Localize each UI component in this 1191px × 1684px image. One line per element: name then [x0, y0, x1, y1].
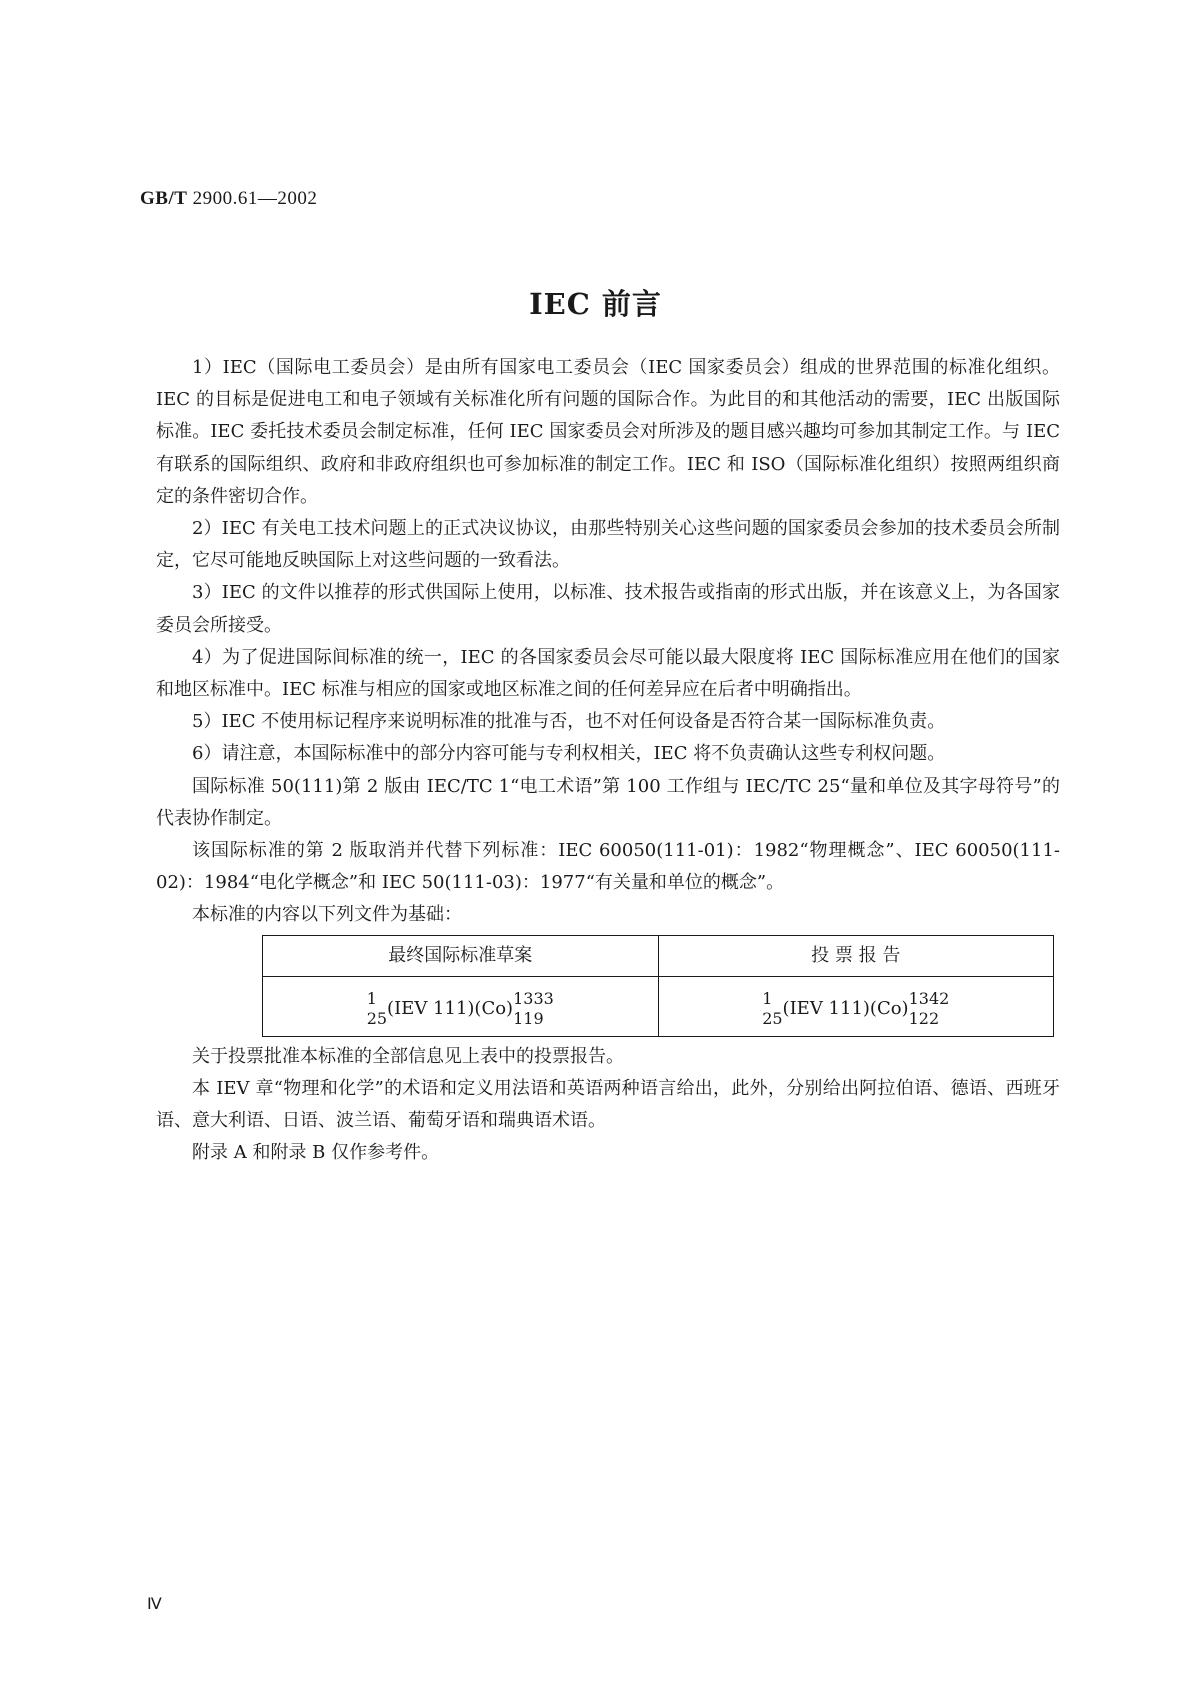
fdis-top-left: 1	[366, 989, 377, 1009]
paragraph-3: 3）IEC 的文件以推荐的形式供国际上使用，以标准、技术报告或指南的形式出版，并在该意义上，为各国家委员会所接受。	[156, 582, 1060, 636]
paragraph-5: 5）IEC 不使用标记程序来说明标准的批准与否，也不对任何设备是否符合某一国际标准负责。	[192, 711, 946, 733]
paragraph-annexes: 附录 A 和附录 B 仅作参考件。	[192, 1142, 440, 1164]
paragraph-4: 4）为了促进国际间标准的统一，IEC 的各国家委员会尽可能以最大限度将 IEC 国际标准应用在他们的国家和地区标准中。IEC 标准与相应的国家或地区标准之间的任何差异应在后者中明确指出。	[156, 646, 1060, 701]
fdis-cell	[263, 976, 659, 1036]
paragraph-replaced-standards: 该国际标准的第 2 版取消并代替下列标准：IEC 60050(111-01)：1982“物理概念”、IEC 60050(111-02)：1984“电化学概念”和 IEC 50(111-03)：1977“有关量和单位的概念”。	[156, 840, 1060, 894]
paragraph-languages: 本 IEV 章“物理和化学”的术语和定义用法语和英语两种语言给出，此外，分别给出阿拉伯语、德语、西班牙语、意大利语、日语、波兰语、葡萄牙语和瑞典语术语。	[156, 1077, 1060, 1132]
paragraph-voting-info: 关于投票批准本标准的全部信息见上表中的投票报告。	[192, 1045, 624, 1067]
paragraph-tc-cooperation: 国际标准 50(111)第 2 版由 IEC/TC 1“电工术语”第 100 工作组与 IEC/TC 25“量和单位及其字母符号”的代表协作制定。	[156, 775, 1060, 829]
report-top-right: 1342	[908, 989, 950, 1009]
document-body	[156, 352, 1060, 1169]
fdis-top-right: 1333	[513, 989, 554, 1009]
report-bottom-right: 122	[908, 1009, 940, 1029]
header-voting-report: 投 票 报 告	[658, 935, 1054, 976]
paragraph-1: 1）IEC（国际电工委员会）是由所有国家电工委员会（IEC 国家委员会）组成的世界范围的标准化组织。IEC 的目标是促进电工和电子领域有关标准化所有问题的国际合作。为此目的和其他活动的需要，IEC 出版国际标准。IEC 委托技术委员会制定标准，任何 IEC 国家委员会对所涉及的题目感兴趣均可参加其制定工作。与 IEC 有联系的国际组织、政府和非政府组织也可参加标准的制定工作。IEC 和 ISO（国际标准化组织）按照两组织商定的条件密切合作。	[156, 357, 1060, 507]
fdis-bottom-left: 25	[366, 1009, 388, 1029]
fdis-middle: (IEV 111)(Co)	[387, 998, 514, 1020]
voting-report-reference	[762, 989, 949, 1029]
paragraph-table-intro: 本标准的内容以下列文件为基础：	[192, 904, 462, 926]
standard-prefix: GB/T	[140, 188, 188, 209]
table-header-row	[263, 935, 1054, 976]
document-code	[140, 188, 317, 210]
report-top-left: 1	[762, 989, 773, 1009]
fdis-bottom-right: 119	[513, 1009, 544, 1029]
header-fdis: 最终国际标准草案	[263, 935, 659, 976]
report-middle: (IEV 111)(Co)	[782, 998, 909, 1020]
standard-number: 2900.61—2002	[192, 188, 318, 209]
page-title: IEC 前言	[529, 287, 662, 321]
voting-report-cell	[658, 976, 1054, 1036]
page-number: Ⅳ	[147, 1596, 162, 1613]
table-row	[263, 976, 1054, 1036]
paragraph-6: 6）请注意，本国际标准中的部分内容可能与专利权相关，IEC 将不负责确认这些专利权问题。	[192, 743, 946, 765]
paragraph-2: 2）IEC 有关电工技术问题上的正式决议协议，由那些特别关心这些问题的国家委员会参加的技术委员会所制定，它尽可能地反映国际上对这些问题的一致看法。	[156, 518, 1060, 572]
fdis-reference	[367, 989, 554, 1029]
voting-documents-table	[262, 935, 1054, 1037]
report-bottom-left: 25	[762, 1009, 783, 1029]
